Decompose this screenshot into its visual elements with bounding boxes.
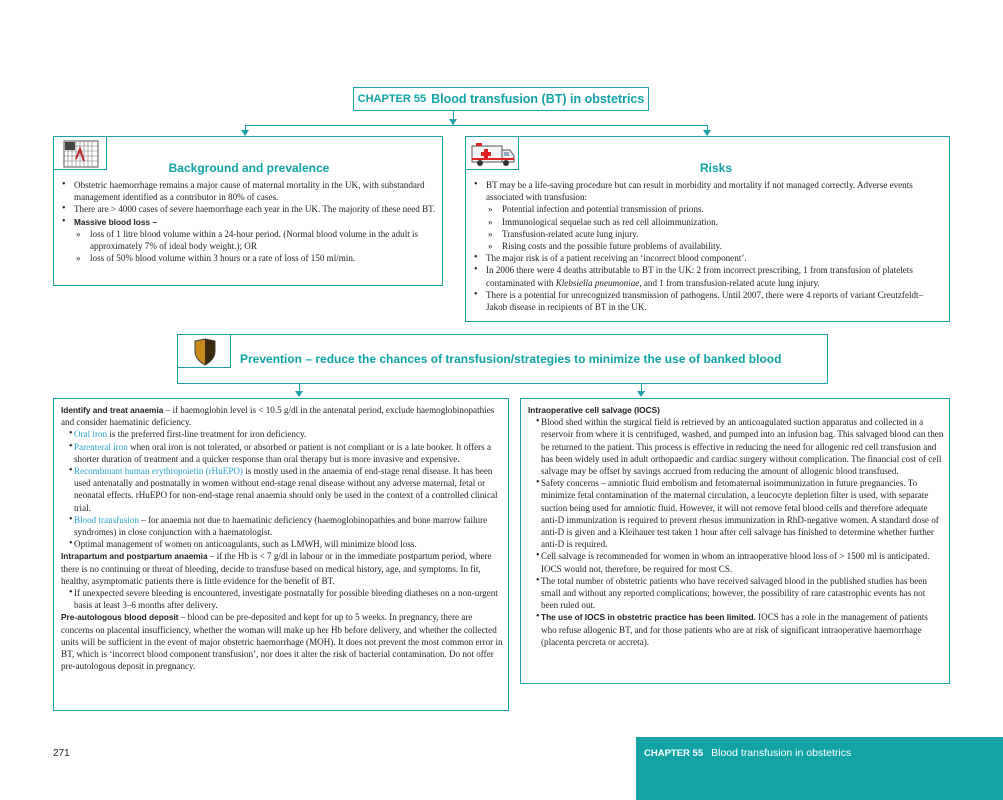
blood-transfusion-link[interactable]: Blood transfusion: [74, 514, 139, 525]
list-item: • Cell salvage is recommended for women in whom an intraoperative blood loss of > 1500 ml is anticipated. IOCS would not, therefore, be required for most CS.: [528, 550, 944, 574]
connector-arrow: [637, 391, 645, 397]
list-item: • There are > 4000 cases of severe haemorrhage each year in the UK. The majority of these need BT.: [54, 203, 436, 215]
iocs-label: Intraoperative cell salvage (IOCS): [528, 405, 660, 415]
list-item: • There is a potential for unrecognized transmission of pathogens. Until 2007, there were 4 reports of variant Creutzfeldt–Jakob disease in recipients of BT in the UK.: [466, 289, 944, 313]
list-item: • The major risk is of a patient receiving an ‘incorrect blood component’.: [466, 252, 944, 264]
shield-icon: [193, 338, 217, 366]
connector-line: [245, 125, 708, 126]
list-item: • The total number of obstetric patients who have received salvaged blood in the published studies has been small and without any reported complications; however, the possibility of rare catastrophic events has not been ruled out.: [528, 575, 944, 612]
prevention-heading: Prevention – reduce the chances of transfusion/strategies to minimize the use of banked blood: [240, 352, 782, 366]
list-item: • Optimal management of women on anticoagulants, such as LMWH, will minimize blood loss.: [61, 538, 503, 550]
background-box: [53, 136, 443, 286]
chapter-title-box: [353, 87, 649, 111]
chapter-label: CHAPTER 55: [357, 93, 427, 105]
connector-arrow: [295, 391, 303, 397]
iocs-limited-label: The use of IOCS in obstetric practice has been limited.: [541, 612, 756, 623]
sub-list-item: » Immunological sequelae such as red cell alloimmunization.: [466, 216, 944, 228]
list-item: [61, 428, 503, 440]
ambulance-icon: [470, 140, 516, 168]
risk-text: In 2006 there were 4 deaths attributable to BT in the UK: 2 from incorrect prescribing, 1 from transfusion of platelets contaminated with: [486, 265, 913, 288]
sub-list-item: » loss of 50% blood volume within 3 hours or a rate of loss of 150 ml/min.: [54, 252, 436, 264]
list-item: [528, 611, 944, 648]
identify-label: Identify and treat anaemia: [61, 405, 164, 415]
background-heading: Background and prevalence: [168, 161, 330, 175]
footer-title: Blood transfusion in obstetrics: [711, 747, 852, 759]
list-text: – for anaemia not due to haematinic deficiency (haemoglobinopathies and bone marrow failure syndromes) in close conjunction with a haematologist.: [74, 514, 488, 538]
rhuepo-link[interactable]: Recombinant human erythropoietin (rHuEPO): [74, 466, 243, 477]
paragraph-text: – blood can be pre-deposited and kept for up to 5 weeks. In pregnancy, there are concerns on placental insufficiency, whether the woman will make up her Hb before delivery, and whether the collected units will be sufficient in the event of major obstetric haemorrhage (MOH). It does not prevent the most common error in BT, which is ‘incorrect blood component transfusion’, nor does it alter the risk of bacterial contamination. Do not offer pre-autologous deposit in pregnancy.: [61, 612, 503, 672]
organism-name: Klebsiella pneumoniae: [555, 277, 640, 288]
chapter-title: Blood transfusion (BT) in obstetrics: [431, 92, 645, 106]
list-item: • Blood shed within the surgical field is retrieved by an anticoagulated suction apparatus and collected in a reservoir from where it is centrifuged, washed, and pumped into an infusion bag. This salvaged blood can then be returned to the patient. This process is effective in reducing the need for allogenic red cell transfusion and has been widely used in adult orthopaedic and cardiac surgery without complication. The financial cost of cell salvage may be offset by savings accrued from reducing the amount of allogenic blood transfused.: [528, 416, 944, 477]
list-item: • Safety concerns – amniotic fluid embolism and fetomaternal isoimmunization in future pregnancies. To minimize fetal contamination of the maternal circulation, a leucocyte depletion filter is used, with separate suction being used for amniotic fluid. However, it will not remove fetal blood cells and therefore adequate anti-D immunization is required to prevent rhesus immunization in RhD-negative women. A standard dose of anti-D is given and a Kleihauer test taken 1 hour after cell salvage has finished to determine whether further anti-D is required.: [528, 477, 944, 550]
list-text: is mostly used in the anaemia of end-stage renal disease. It has been used antenatally and postnatally in women without end-stage renal disease without any adverse maternal, fetal or neonatal effects. rHuEPO for non-end-stage renal anaemia should only be used in the context of a controlled clinical trial.: [74, 466, 498, 513]
page-number: 271: [53, 748, 70, 759]
paragraph-text: – if the Hb is < 7 g/dl in labour or in the immediate postpartum period, where there is no continuing or threat of bleeding, decide to transfuse based on medical history, age, and symptoms. In fit, healthy, asymptomatic patients there is little evidence for the benefit of BT.: [61, 551, 492, 586]
sub-list-item: » loss of 1 litre blood volume within a 24-hour period. (Normal blood volume in the adult is approximately 7% of ideal body weight.); OR: [54, 228, 436, 252]
massive-label: Massive blood loss –: [74, 216, 157, 227]
list-item: [466, 264, 944, 288]
risks-box: [465, 136, 950, 322]
intrapartum-label: Intrapartum and postpartum anaemia: [61, 551, 208, 562]
footer-band: [636, 737, 1003, 800]
risks-heading: Risks: [699, 161, 733, 175]
paragraph: [61, 611, 503, 672]
list-text: when oral iron is not tolerated, or absorbed or patient is not compliant or is a late booker. It offers a shorter duration of treatment and a quicker response than oral therapy but is more invasive and expensive.: [74, 441, 492, 464]
background-icon-frame: [53, 136, 107, 170]
paragraph-text: – if haemoglobin level is < 10.5 g/dl in the antenatal period, exclude haemoglobinopathies and consider haematinic deficiency.: [61, 405, 495, 428]
list-item: • Obstetric haemorrhage remains a major cause of maternal mortality in the UK, with substandard management identified as a contributor in 80% of cases.: [54, 179, 436, 203]
sub-list-item: » Transfusion-related acute lung injury.: [466, 228, 944, 240]
footer-chapter: CHAPTER 55: [644, 748, 704, 759]
list-item: [61, 441, 503, 465]
iocs-box: [520, 398, 950, 684]
anaemia-box: [53, 398, 509, 711]
list-text: is the preferred first-line treatment for iron deficiency.: [107, 429, 307, 440]
risk-text: , and 1 from transfusion-related acute lung injury.: [639, 277, 820, 288]
list-item: [54, 216, 436, 228]
sub-list-item: » Potential infection and potential transmission of prions.: [466, 203, 944, 215]
paragraph: [61, 550, 503, 587]
risks-icon-frame: [465, 136, 519, 170]
list-item: • If unexpected severe bleeding is encountered, investigate postnatally for possible bleeding diatheses on a non-urgent basis at least 3–6 months after delivery.: [61, 587, 503, 611]
list-item: [61, 465, 503, 514]
paragraph: [61, 404, 503, 428]
parenteral-iron-link[interactable]: Parenteral iron: [74, 441, 128, 452]
prevention-icon-frame: [177, 334, 231, 368]
pre-autologous-label: Pre-autologous blood deposit: [61, 612, 179, 623]
list-item: • BT may be a life-saving procedure but can result in morbidity and mortality if not managed correctly. Adverse events associated with transfusion:: [466, 179, 944, 203]
sub-list-item: » Rising costs and the possible future problems of availability.: [466, 240, 944, 252]
oral-iron-link[interactable]: Oral iron: [74, 429, 108, 440]
grid-chart-icon: [62, 139, 102, 169]
list-item: [61, 514, 503, 538]
prevention-box: [177, 334, 828, 384]
list-text: IOCS has a role in the management of patients who refuse allogenic BT, and for those patients who are at risk of significant intraoperative haemorrhage (placenta percreta or accreta).: [541, 612, 928, 647]
